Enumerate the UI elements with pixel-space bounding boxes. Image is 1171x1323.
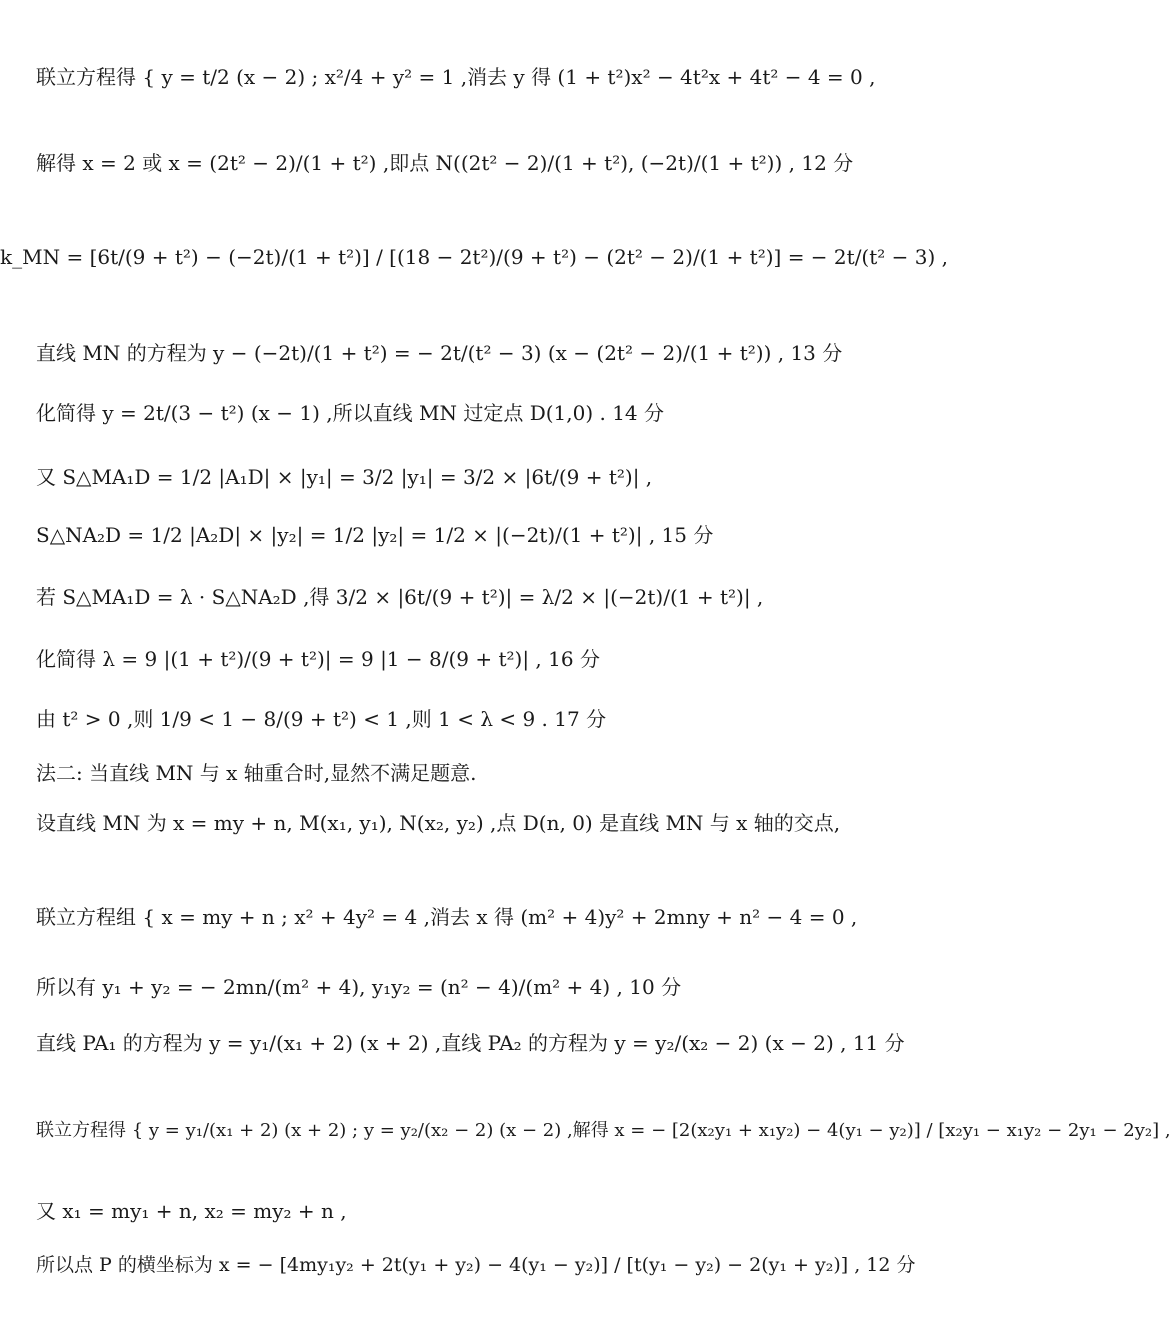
solution-line-12: 设直线 MN 为 x = my + n, M(x₁, y₁), N(x₂, y₂) ,点 D(n, 0) 是直线 MN 与 x 轴的交点, xyxy=(36,811,841,835)
method-two-heading: 法二: 当直线 MN 与 x 轴重合时,显然不满足题意. xyxy=(36,761,477,785)
solution-line-13: 联立方程组 { x = my + n ; x² + 4y² = 4 ,消去 x 得 (m² + 4)y² + 2mny + n² − 4 = 0 , xyxy=(36,905,858,929)
solution-line-8: 若 S△MA₁D = λ · S△NA₂D ,得 3/2 × |6t/(9 + t²)| = λ/2 × |(−2t)/(1 + t²)| , xyxy=(36,585,764,609)
solution-line-1: 联立方程得 { y = t/2 (x − 2) ; x²/4 + y² = 1 ,消去 y 得 (1 + t²)x² − 4t²x + 4t² − 4 = 0 , xyxy=(36,65,876,89)
solution-line-4: 直线 MN 的方程为 y − (−2t)/(1 + t²) = − 2t/(t² − 3) (x − (2t² − 2)/(1 + t²)) , 13 分 xyxy=(36,341,843,365)
solution-line-17: 又 x₁ = my₁ + n, x₂ = my₂ + n , xyxy=(36,1199,347,1223)
solution-line-7: S△NA₂D = 1/2 |A₂D| × |y₂| = 1/2 |y₂| = 1/2 × |(−2t)/(1 + t²)| , 15 分 xyxy=(36,523,714,547)
slope-formula: k_MN = [6t/(9 + t²) − (−2t)/(1 + t²)] / [(18 − 2t²)/(9 + t²) − (2t² − 2)/(1 + t²)] = − 2t/(t² − 3) , xyxy=(0,245,948,269)
solution-line-16: 联立方程得 { y = y₁/(x₁ + 2) (x + 2) ; y = y₂/(x₂ − 2) (x − 2) ,解得 x = − [2(x₂y₁ + x₁y₂) − 4(y₁ − y₂)] / [x₂y₁ − x₁y₂ − 2y₁ − 2y₂] , xyxy=(36,1120,1171,1141)
solution-line-6: 又 S△MA₁D = 1/2 |A₁D| × |y₁| = 3/2 |y₁| = 3/2 × |6t/(9 + t²)| , xyxy=(36,465,653,489)
solution-line-9: 化简得 λ = 9 |(1 + t²)/(9 + t²)| = 9 |1 − 8/(9 + t²)| , 16 分 xyxy=(36,647,600,671)
solution-line-18: 所以点 P 的横坐标为 x = − [4my₁y₂ + 2t(y₁ + y₂) − 4(y₁ − y₂)] / [t(y₁ − y₂) − 2(y₁ + y₂)] , 12 分 xyxy=(36,1254,916,1276)
solution-line-15: 直线 PA₁ 的方程为 y = y₁/(x₁ + 2) (x + 2) ,直线 PA₂ 的方程为 y = y₂/(x₂ − 2) (x − 2) , 11 分 xyxy=(36,1031,905,1055)
solution-line-10: 由 t² > 0 ,则 1/9 < 1 − 8/(9 + t²) < 1 ,则 1 < λ < 9 . 17 分 xyxy=(36,707,607,731)
solution-line-14: 所以有 y₁ + y₂ = − 2mn/(m² + 4), y₁y₂ = (n² − 4)/(m² + 4) , 10 分 xyxy=(36,975,682,999)
solution-line-2: 解得 x = 2 或 x = (2t² − 2)/(1 + t²) ,即点 N((2t² − 2)/(1 + t²), (−2t)/(1 + t²)) , 12 分 xyxy=(36,151,854,175)
solution-line-5: 化简得 y = 2t/(3 − t²) (x − 1) ,所以直线 MN 过定点 D(1,0) . 14 分 xyxy=(36,401,665,425)
